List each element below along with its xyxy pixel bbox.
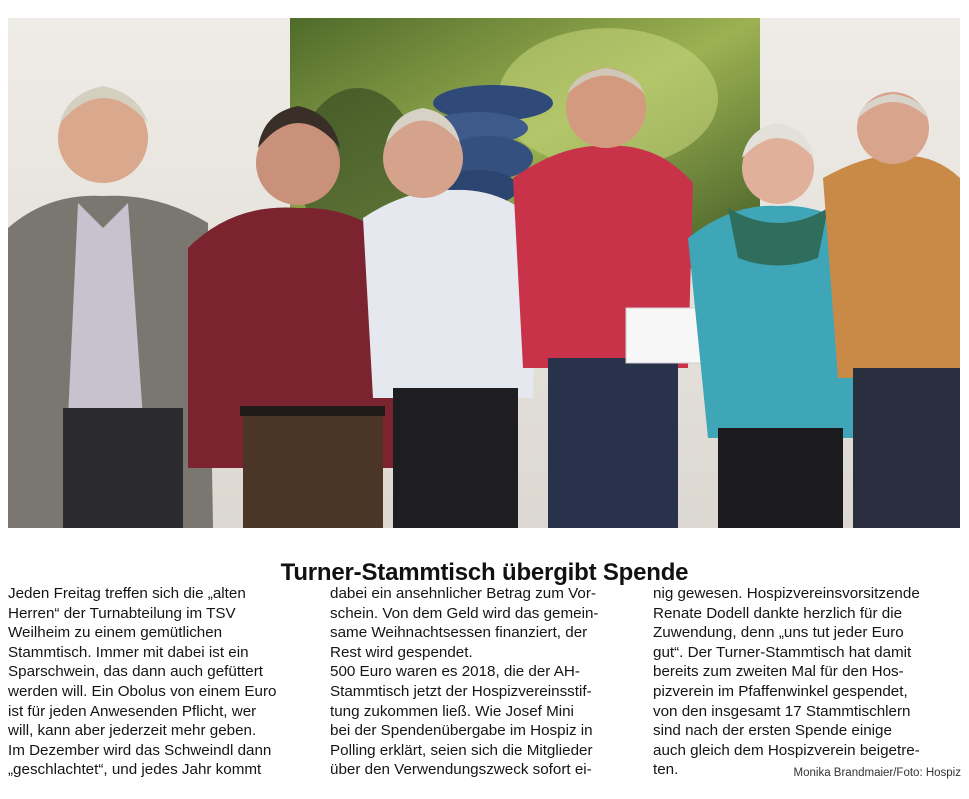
text-line: Stammtisch jetzt der Hospizvereinsstif- bbox=[330, 682, 592, 700]
article-column-2 bbox=[330, 584, 632, 780]
text-line: über den Verwendungszweck sofort ei- bbox=[330, 761, 592, 779]
text-line: Weilheim zu einem gemütlichen bbox=[8, 624, 223, 642]
text-line: schein. Von dem Geld wird das gemein- bbox=[330, 604, 599, 622]
text-line: auch gleich dem Hospizverein beigetre- bbox=[653, 741, 920, 759]
text-line: gut“. Der Turner-Stammtisch hat damit bbox=[653, 643, 912, 661]
text-line: „geschlachtet“, und jedes Jahr kommt bbox=[8, 761, 262, 779]
text-line: werden will. Ein Obolus von einem Euro bbox=[8, 682, 277, 700]
text-line: 500 Euro waren es 2018, die der AH- bbox=[330, 663, 580, 681]
group-photo-illustration bbox=[8, 18, 960, 528]
text-line: Rest wird gespendet. bbox=[330, 643, 473, 661]
text-line: Renate Dodell dankte herzlich für die bbox=[653, 604, 903, 622]
article-photo bbox=[8, 18, 960, 528]
text-line: Herren“ der Turnabteilung im TSV bbox=[8, 604, 236, 622]
photo-credit: Monika Brandmaier/Foto: Hospiz bbox=[793, 767, 961, 779]
text-line: tung zukommen ließ. Wie Josef Mini bbox=[330, 702, 574, 720]
text-line: nig gewesen. Hospizvereinsvorsitzende bbox=[653, 585, 920, 602]
text-line: pizverein im Pfaffenwinkel gespendet, bbox=[653, 682, 908, 700]
text-line: bereits zum zweiten Mal für den Hos- bbox=[653, 663, 904, 681]
text-line: ist für jeden Anwesenden Pflicht, wer bbox=[8, 702, 257, 720]
text-line: dabei ein ansehnlicher Betrag zum Vor- bbox=[330, 585, 596, 602]
text-line: Sparschwein, das dann auch gefüttert bbox=[8, 663, 263, 681]
text-line: same Weihnachtsessen finanziert, der bbox=[330, 624, 588, 642]
text-line: Zuwendung, denn „uns tut jeder Euro bbox=[653, 624, 904, 642]
text-line: von den insgesamt 17 Stammtischlern bbox=[653, 702, 911, 720]
article-body bbox=[8, 584, 960, 794]
article-column-1 bbox=[8, 584, 310, 780]
headline: Turner-Stammtisch übergibt Spende bbox=[280, 559, 689, 587]
article-column-3 bbox=[653, 584, 955, 780]
text-line: bei der Spendenübergabe im Hospiz in bbox=[330, 722, 593, 740]
text-line: Jeden Freitag treffen sich die „alten bbox=[8, 585, 246, 602]
text-line: Polling erklärt, seien sich die Mitglieder bbox=[330, 741, 593, 759]
text-line: ten. bbox=[653, 761, 679, 779]
text-line: will, kann aber jederzeit mehr geben. bbox=[8, 722, 257, 740]
text-line: sind nach der ersten Spende einige bbox=[653, 722, 892, 740]
text-line: Stammtisch. Immer mit dabei ist ein bbox=[8, 643, 249, 661]
text-line: Im Dezember wird das Schweindl dann bbox=[8, 741, 272, 759]
